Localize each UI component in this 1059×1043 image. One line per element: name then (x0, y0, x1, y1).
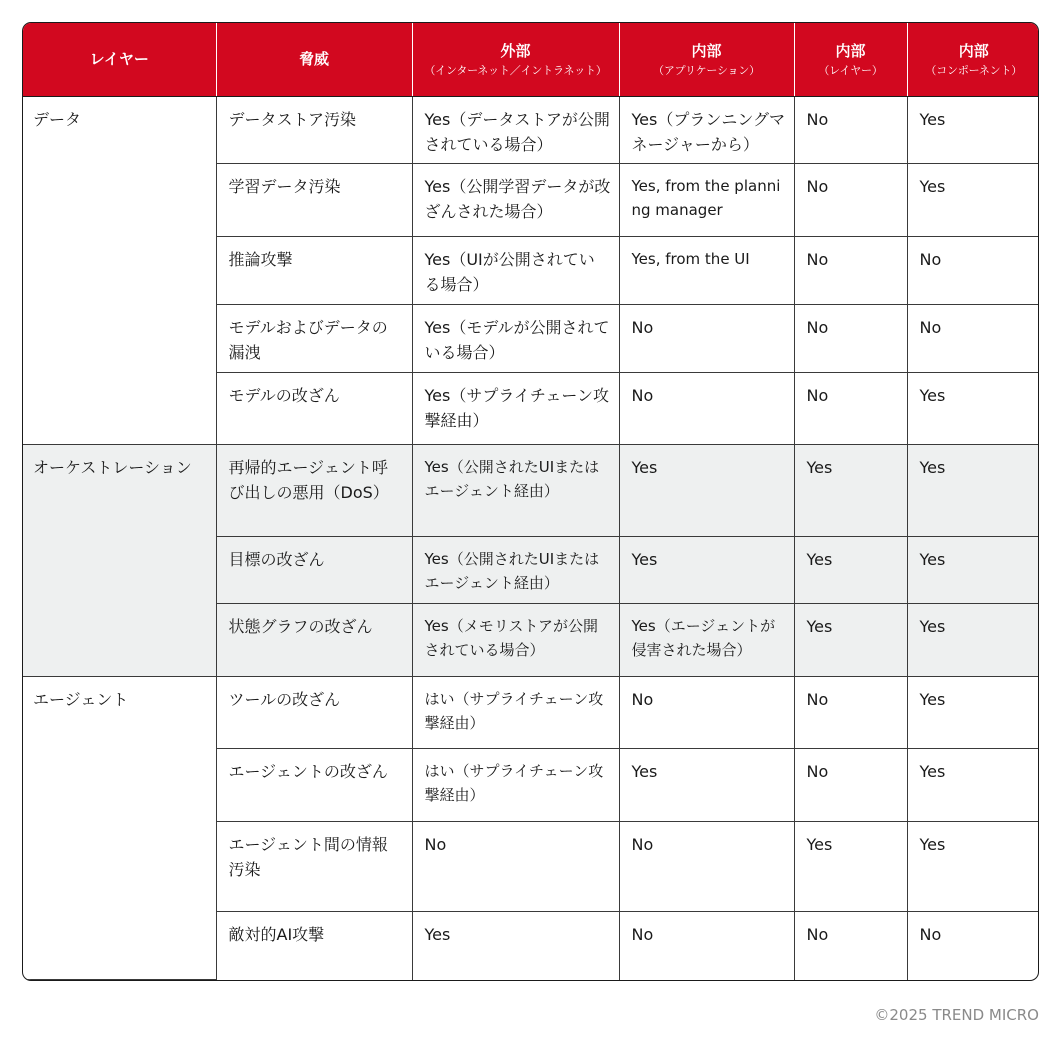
layer-cell-data: データ (23, 96, 216, 444)
external-cell: Yes（メモリストアが公開されている場合） (412, 603, 619, 676)
internal-app-cell: Yes, from the planning manager (619, 163, 794, 236)
internal-app-cell: Yes（プランニングマネージャーから） (619, 96, 794, 163)
header-internal-component (907, 23, 1039, 96)
internal-component-cell: Yes (907, 372, 1039, 444)
table-row (23, 96, 1039, 163)
internal-layer-cell: No (794, 236, 907, 304)
internal-layer-cell: No (794, 911, 907, 980)
threat-cell: モデルの改ざん (216, 372, 412, 444)
threat-cell: データストア汚染 (216, 96, 412, 163)
internal-layer-cell: No (794, 163, 907, 236)
internal-app-cell: No (619, 911, 794, 980)
layer-cell-agent: エージェント (23, 676, 216, 980)
threat-cell: 学習データ汚染 (216, 163, 412, 236)
threat-cell: 状態グラフの改ざん (216, 603, 412, 676)
threat-cell: エージェントの改ざん (216, 748, 412, 821)
header-sublabel: （レイヤー） (818, 63, 883, 77)
internal-component-cell: Yes (907, 536, 1039, 603)
internal-layer-cell: Yes (794, 536, 907, 603)
external-cell: Yes（モデルが公開されている場合） (412, 304, 619, 372)
threat-cell: ツールの改ざん (216, 676, 412, 748)
internal-layer-cell: No (794, 96, 907, 163)
external-cell: Yes（公開されたUIまたはエージェント経由） (412, 536, 619, 603)
internal-layer-cell: No (794, 304, 907, 372)
threat-cell: エージェント間の情報汚染 (216, 821, 412, 911)
internal-layer-cell: Yes (794, 821, 907, 911)
internal-app-cell: No (619, 821, 794, 911)
internal-component-cell: No (907, 911, 1039, 980)
internal-app-cell: No (619, 676, 794, 748)
internal-layer-cell: No (794, 372, 907, 444)
threat-cell: 再帰的エージェント呼び出しの悪用（DoS） (216, 444, 412, 536)
header-label: 内部 (835, 41, 866, 60)
internal-app-cell: No (619, 304, 794, 372)
internal-component-cell: Yes (907, 163, 1039, 236)
external-cell: Yes（公開学習データが改ざんされた場合） (412, 163, 619, 236)
external-cell: はい（サプライチェーン攻撃経由） (412, 748, 619, 821)
internal-component-cell: Yes (907, 444, 1039, 536)
internal-app-cell: Yes（エージェントが侵害された場合） (619, 603, 794, 676)
copyright-notice: ©2025 TREND MICRO (874, 1006, 1039, 1024)
internal-component-cell: Yes (907, 603, 1039, 676)
internal-app-cell: Yes (619, 536, 794, 603)
header-label: 脅威 (298, 50, 329, 69)
external-cell: Yes (412, 911, 619, 980)
internal-component-cell: Yes (907, 748, 1039, 821)
internal-component-cell: Yes (907, 676, 1039, 748)
header-layer (23, 23, 216, 96)
internal-component-cell: Yes (907, 821, 1039, 911)
internal-app-cell: No (619, 372, 794, 444)
external-cell: No (412, 821, 619, 911)
internal-app-cell: Yes (619, 444, 794, 536)
internal-layer-cell: No (794, 748, 907, 821)
internal-app-cell: Yes, from the UI (619, 236, 794, 304)
external-cell: Yes（公開されたUIまたはエージェント経由） (412, 444, 619, 536)
header-label: 内部 (691, 41, 722, 60)
external-cell: Yes（サプライチェーン攻撃経由） (412, 372, 619, 444)
threat-table-frame (22, 22, 1039, 981)
internal-layer-cell: No (794, 676, 907, 748)
layer-cell-orchestration: オーケストレーション (23, 444, 216, 676)
internal-component-cell: No (907, 236, 1039, 304)
header-label: 外部 (500, 41, 531, 60)
internal-app-cell: Yes (619, 748, 794, 821)
header-label: レイヤー (89, 50, 149, 69)
internal-component-cell: No (907, 304, 1039, 372)
table-header-row (23, 23, 1039, 96)
external-cell: Yes（データストアが公開されている場合） (412, 96, 619, 163)
external-cell: はい（サプライチェーン攻撃経由） (412, 676, 619, 748)
header-internal-app (619, 23, 794, 96)
internal-layer-cell: Yes (794, 603, 907, 676)
threat-cell: 目標の改ざん (216, 536, 412, 603)
internal-layer-cell: Yes (794, 444, 907, 536)
table-row (23, 676, 1039, 748)
header-threat (216, 23, 412, 96)
threat-matrix-table (23, 23, 1039, 980)
header-internal-layer (794, 23, 907, 96)
header-sublabel: （インターネット／イントラネット） (424, 63, 607, 77)
header-sublabel: （アプリケーション） (653, 63, 760, 77)
table-row (23, 444, 1039, 536)
external-cell: Yes（UIが公開されている場合） (412, 236, 619, 304)
threat-cell: モデルおよびデータの漏洩 (216, 304, 412, 372)
threat-cell: 敵対的AI攻撃 (216, 911, 412, 980)
threat-cell: 推論攻撃 (216, 236, 412, 304)
header-sublabel: （コンポーネント） (925, 63, 1023, 77)
header-external (412, 23, 619, 96)
header-label: 内部 (958, 41, 989, 60)
internal-component-cell: Yes (907, 96, 1039, 163)
